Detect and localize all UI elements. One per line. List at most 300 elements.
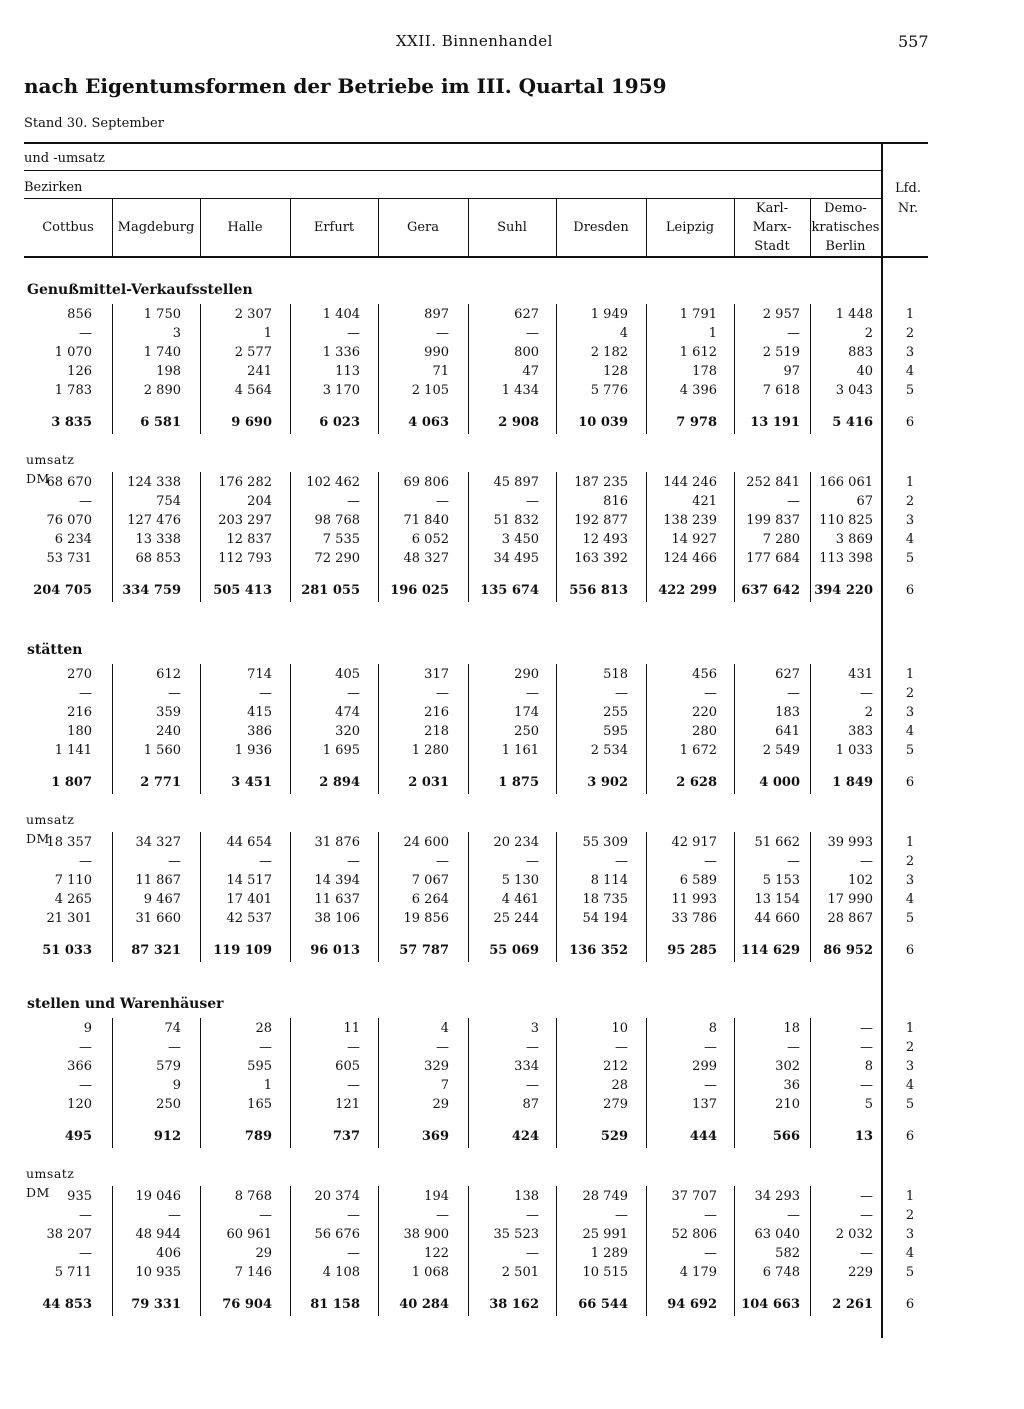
total-cell: 94 692 bbox=[667, 1297, 717, 1312]
total-cell: 1 875 bbox=[498, 775, 539, 790]
table-cell: 17 401 bbox=[226, 892, 272, 907]
table-cell: 627 bbox=[514, 307, 539, 322]
table-cell: 113 bbox=[335, 364, 360, 379]
table-cell: 25 244 bbox=[493, 911, 539, 926]
total-cell: 40 284 bbox=[399, 1297, 449, 1312]
table-cell: 8 bbox=[708, 1021, 717, 1036]
table-cell: — bbox=[347, 1246, 360, 1261]
table-cell: 7 067 bbox=[411, 873, 449, 888]
table-cell: 320 bbox=[335, 724, 360, 739]
table-cell: 102 bbox=[848, 873, 873, 888]
table-cell: 21 301 bbox=[46, 911, 92, 926]
table-cell: 8 768 bbox=[234, 1189, 272, 1204]
lfd-number: 5 bbox=[905, 383, 915, 398]
table-cell: 11 637 bbox=[314, 892, 360, 907]
table-cell: 183 bbox=[775, 705, 800, 720]
table-cell: 7 146 bbox=[234, 1265, 272, 1280]
total-cell: 422 299 bbox=[658, 583, 717, 598]
table-cell: — bbox=[168, 1040, 181, 1055]
table-cell: 5 711 bbox=[54, 1265, 92, 1280]
table-cell: 37 707 bbox=[671, 1189, 717, 1204]
column-header-2: Magdeburg bbox=[117, 219, 195, 235]
table-cell: 33 786 bbox=[671, 911, 717, 926]
table-cell: 163 392 bbox=[574, 551, 628, 566]
table-cell: — bbox=[436, 326, 449, 341]
table-cell: 20 374 bbox=[314, 1189, 360, 1204]
table-cell: 250 bbox=[156, 1097, 181, 1112]
total-cell: 5 416 bbox=[832, 415, 873, 430]
table-cell: — bbox=[259, 854, 272, 869]
table-cell: 405 bbox=[335, 667, 360, 682]
rule-top bbox=[24, 142, 928, 144]
table-cell: 3 043 bbox=[835, 383, 873, 398]
lfd-number: 5 bbox=[905, 1097, 915, 1112]
table-cell: 10 515 bbox=[582, 1265, 628, 1280]
table-cell: 60 961 bbox=[226, 1227, 272, 1242]
table-cell: 800 bbox=[514, 345, 539, 360]
table-cell: 714 bbox=[247, 667, 272, 682]
table-cell: 474 bbox=[335, 705, 360, 720]
table-cell: 144 246 bbox=[663, 475, 717, 490]
header-column-rule bbox=[200, 198, 201, 256]
table-cell: 203 297 bbox=[218, 513, 272, 528]
table-cell: 229 bbox=[848, 1265, 873, 1280]
table-cell: 280 bbox=[692, 724, 717, 739]
table-cell: — bbox=[526, 494, 539, 509]
total-cell: 3 451 bbox=[231, 775, 272, 790]
table-cell: 359 bbox=[156, 705, 181, 720]
table-cell: 124 338 bbox=[127, 475, 181, 490]
table-cell: — bbox=[860, 1078, 873, 1093]
table-cell: — bbox=[787, 326, 800, 341]
table-cell: 2 032 bbox=[835, 1227, 873, 1242]
table-cell: — bbox=[347, 1040, 360, 1055]
total-cell: 10 039 bbox=[578, 415, 628, 430]
table-cell: 6 748 bbox=[762, 1265, 800, 1280]
table-cell: 112 793 bbox=[218, 551, 272, 566]
table-cell: — bbox=[79, 326, 92, 341]
table-cell: 1 560 bbox=[143, 743, 181, 758]
total-cell: 81 158 bbox=[310, 1297, 360, 1312]
header-column-rule bbox=[556, 198, 557, 256]
table-cell: 1 791 bbox=[679, 307, 717, 322]
table-cell: 25 991 bbox=[582, 1227, 628, 1242]
table-cell: — bbox=[615, 686, 628, 701]
table-cell: 180 bbox=[67, 724, 92, 739]
table-cell: — bbox=[704, 1246, 717, 1261]
table-cell: 76 070 bbox=[46, 513, 92, 528]
lfd-number: 2 bbox=[905, 686, 915, 701]
section-label-1: Genußmittel-Verkaufsstellen bbox=[27, 282, 253, 298]
table-cell: 816 bbox=[603, 494, 628, 509]
page-number: 557 bbox=[898, 32, 929, 51]
section-label-2: umsatz DM bbox=[26, 452, 75, 486]
table-cell: — bbox=[168, 686, 181, 701]
lfd-number: 6 bbox=[905, 1297, 915, 1312]
table-cell: — bbox=[347, 854, 360, 869]
header-top-label: und -umsatz bbox=[24, 151, 105, 166]
table-cell: — bbox=[259, 686, 272, 701]
table-cell: 40 bbox=[856, 364, 873, 379]
running-head: XXII. Binnenhandel bbox=[396, 32, 553, 50]
table-cell: 38 900 bbox=[403, 1227, 449, 1242]
total-cell: 1 807 bbox=[51, 775, 92, 790]
table-cell: 279 bbox=[603, 1097, 628, 1112]
table-cell: 19 046 bbox=[135, 1189, 181, 1204]
table-cell: 28 867 bbox=[827, 911, 873, 926]
table-cell: 2 105 bbox=[411, 383, 449, 398]
table-cell: 250 bbox=[514, 724, 539, 739]
lfd-number: 1 bbox=[905, 1021, 915, 1036]
table-cell: — bbox=[436, 1040, 449, 1055]
table-cell: 45 897 bbox=[493, 475, 539, 490]
table-cell: — bbox=[526, 854, 539, 869]
table-cell: 4 179 bbox=[679, 1265, 717, 1280]
table-cell: 241 bbox=[247, 364, 272, 379]
lfd-number: 1 bbox=[905, 667, 915, 682]
table-cell: — bbox=[526, 686, 539, 701]
table-cell: 627 bbox=[775, 667, 800, 682]
table-cell: 2 577 bbox=[234, 345, 272, 360]
table-cell: 212 bbox=[603, 1059, 628, 1074]
table-cell: — bbox=[347, 686, 360, 701]
total-cell: 114 629 bbox=[741, 943, 800, 958]
header-column-rule bbox=[646, 198, 647, 256]
table-cell: 582 bbox=[775, 1246, 800, 1261]
table-cell: 2 534 bbox=[590, 743, 628, 758]
table-cell: 38 207 bbox=[46, 1227, 92, 1242]
table-cell: — bbox=[259, 1208, 272, 1223]
table-cell: — bbox=[79, 494, 92, 509]
table-cell: 8 bbox=[864, 1059, 873, 1074]
table-cell: — bbox=[79, 1078, 92, 1093]
table-cell: 2 bbox=[864, 326, 873, 341]
table-cell: 935 bbox=[67, 1189, 92, 1204]
lfd-number: 4 bbox=[905, 724, 915, 739]
total-cell: 556 813 bbox=[569, 583, 628, 598]
table-cell: 334 bbox=[514, 1059, 539, 1074]
total-cell: 444 bbox=[689, 1129, 717, 1144]
table-cell: — bbox=[79, 686, 92, 701]
table-cell: 4 461 bbox=[501, 892, 539, 907]
table-cell: 137 bbox=[692, 1097, 717, 1112]
table-cell: 174 bbox=[514, 705, 539, 720]
table-cell: 71 bbox=[432, 364, 449, 379]
table-cell: 2 549 bbox=[762, 743, 800, 758]
table-cell: 1 612 bbox=[679, 345, 717, 360]
table-cell: 1 289 bbox=[590, 1246, 628, 1261]
table-cell: — bbox=[79, 854, 92, 869]
table-cell: 198 bbox=[156, 364, 181, 379]
total-cell: 505 413 bbox=[213, 583, 272, 598]
table-cell: — bbox=[704, 1078, 717, 1093]
table-cell: 5 bbox=[864, 1097, 873, 1112]
header-column-rule bbox=[290, 198, 291, 256]
section-label-6: umsatz DM bbox=[26, 1166, 75, 1200]
table-cell: 1 033 bbox=[835, 743, 873, 758]
table-cell: 7 280 bbox=[762, 532, 800, 547]
table-cell: 4 108 bbox=[322, 1265, 360, 1280]
table-cell: 127 476 bbox=[127, 513, 181, 528]
table-cell: 7 618 bbox=[762, 383, 800, 398]
lfd-number: 6 bbox=[905, 1129, 915, 1144]
lfd-number: 6 bbox=[905, 775, 915, 790]
lfd-number: 2 bbox=[905, 854, 915, 869]
table-cell: 47 bbox=[522, 364, 539, 379]
table-cell: 4 bbox=[619, 326, 628, 341]
header-column-rule bbox=[378, 198, 379, 256]
table-cell: 44 660 bbox=[754, 911, 800, 926]
total-cell: 2 628 bbox=[676, 775, 717, 790]
table-cell: 69 806 bbox=[403, 475, 449, 490]
lfd-number: 3 bbox=[905, 1227, 915, 1242]
table-cell: 13 154 bbox=[754, 892, 800, 907]
table-cell: 18 bbox=[783, 1021, 800, 1036]
total-cell: 86 952 bbox=[823, 943, 873, 958]
table-cell: 9 467 bbox=[143, 892, 181, 907]
table-cell: 6 264 bbox=[411, 892, 449, 907]
table-cell: — bbox=[526, 1078, 539, 1093]
table-cell: — bbox=[436, 686, 449, 701]
table-cell: — bbox=[615, 854, 628, 869]
lfd-number: 4 bbox=[905, 1078, 915, 1093]
total-cell: 136 352 bbox=[569, 943, 628, 958]
table-cell: — bbox=[436, 1208, 449, 1223]
table-cell: 4 265 bbox=[54, 892, 92, 907]
table-cell: — bbox=[860, 854, 873, 869]
table-cell: 51 662 bbox=[754, 835, 800, 850]
total-cell: 3 835 bbox=[51, 415, 92, 430]
table-cell: 34 495 bbox=[493, 551, 539, 566]
table-cell: 518 bbox=[603, 667, 628, 682]
column-header-5: Gera bbox=[406, 219, 440, 235]
table-cell: — bbox=[526, 326, 539, 341]
table-cell: 122 bbox=[424, 1246, 449, 1261]
table-cell: 7 bbox=[440, 1078, 449, 1093]
table-cell: 2 957 bbox=[762, 307, 800, 322]
table-cell: 2 182 bbox=[590, 345, 628, 360]
total-cell: 76 904 bbox=[222, 1297, 272, 1312]
table-cell: 2 501 bbox=[501, 1265, 539, 1280]
table-cell: 317 bbox=[424, 667, 449, 682]
table-cell: 1 434 bbox=[501, 383, 539, 398]
table-cell: 4 564 bbox=[234, 383, 272, 398]
total-cell: 13 191 bbox=[750, 415, 800, 430]
rule-header-bottom bbox=[24, 256, 928, 258]
table-cell: 126 bbox=[67, 364, 92, 379]
table-cell: 240 bbox=[156, 724, 181, 739]
table-cell: 199 837 bbox=[746, 513, 800, 528]
table-cell: 24 600 bbox=[403, 835, 449, 850]
column-header-3: Halle bbox=[227, 219, 263, 235]
table-cell: 1 740 bbox=[143, 345, 181, 360]
total-cell: 79 331 bbox=[131, 1297, 181, 1312]
table-cell: — bbox=[526, 1208, 539, 1223]
lfd-number: 4 bbox=[905, 892, 915, 907]
page-title: nach Eigentumsformen der Betriebe im III. Quartal 1959 bbox=[24, 74, 667, 98]
table-cell: 39 993 bbox=[827, 835, 873, 850]
total-cell: 3 902 bbox=[587, 775, 628, 790]
total-cell: 2 908 bbox=[498, 415, 539, 430]
table-cell: — bbox=[787, 854, 800, 869]
table-cell: 2 519 bbox=[762, 345, 800, 360]
total-cell: 6 023 bbox=[319, 415, 360, 430]
lfd-number: 6 bbox=[905, 415, 915, 430]
lfd-number: 1 bbox=[905, 307, 915, 322]
total-cell: 6 581 bbox=[140, 415, 181, 430]
table-cell: 579 bbox=[156, 1059, 181, 1074]
table-cell: 31 660 bbox=[135, 911, 181, 926]
column-header-4: Erfurt bbox=[313, 219, 355, 235]
lfd-number: 1 bbox=[905, 475, 915, 490]
lfd-number: 5 bbox=[905, 911, 915, 926]
table-cell: — bbox=[787, 686, 800, 701]
table-cell: 4 bbox=[440, 1021, 449, 1036]
table-cell: 187 235 bbox=[574, 475, 628, 490]
table-cell: 431 bbox=[848, 667, 873, 682]
table-cell: 178 bbox=[692, 364, 717, 379]
table-cell: — bbox=[787, 1040, 800, 1055]
lfd-number: 4 bbox=[905, 364, 915, 379]
table-cell: 5 776 bbox=[590, 383, 628, 398]
table-cell: 210 bbox=[775, 1097, 800, 1112]
table-cell: 218 bbox=[424, 724, 449, 739]
table-cell: — bbox=[347, 494, 360, 509]
table-cell: 48 327 bbox=[403, 551, 449, 566]
table-cell: 13 338 bbox=[135, 532, 181, 547]
table-cell: 329 bbox=[424, 1059, 449, 1074]
rule-under-top-label bbox=[24, 170, 882, 171]
header-column-rule bbox=[810, 198, 811, 256]
table-cell: 5 153 bbox=[762, 873, 800, 888]
table-cell: 1 bbox=[708, 326, 717, 341]
table-cell: 1 750 bbox=[143, 307, 181, 322]
table-cell: 71 840 bbox=[403, 513, 449, 528]
table-cell: 11 867 bbox=[135, 873, 181, 888]
total-cell: 334 759 bbox=[122, 583, 181, 598]
lfd-number: 5 bbox=[905, 743, 915, 758]
table-cell: 1 672 bbox=[679, 743, 717, 758]
table-cell: — bbox=[615, 1040, 628, 1055]
section-label-5: stellen und Warenhäuser bbox=[27, 996, 224, 1012]
lfd-number: 3 bbox=[905, 705, 915, 720]
table-cell: — bbox=[704, 1040, 717, 1055]
lfd-number: 3 bbox=[905, 345, 915, 360]
table-cell: 11 993 bbox=[671, 892, 717, 907]
table-cell: 36 bbox=[783, 1078, 800, 1093]
table-cell: — bbox=[347, 326, 360, 341]
total-cell: 789 bbox=[244, 1129, 272, 1144]
lfd-number: 2 bbox=[905, 1040, 915, 1055]
total-cell: 66 544 bbox=[578, 1297, 628, 1312]
table-cell: — bbox=[787, 1208, 800, 1223]
table-cell: 14 394 bbox=[314, 873, 360, 888]
table-cell: 12 493 bbox=[582, 532, 628, 547]
table-cell: 110 825 bbox=[819, 513, 873, 528]
table-cell: 255 bbox=[603, 705, 628, 720]
table-cell: 74 bbox=[164, 1021, 181, 1036]
total-cell: 529 bbox=[600, 1129, 628, 1144]
table-cell: 53 731 bbox=[46, 551, 92, 566]
column-header-6: Suhl bbox=[497, 219, 527, 235]
table-cell: 1 336 bbox=[322, 345, 360, 360]
table-cell: 3 170 bbox=[322, 383, 360, 398]
total-cell: 369 bbox=[421, 1129, 449, 1144]
table-cell: — bbox=[526, 1040, 539, 1055]
table-cell: 9 bbox=[83, 1021, 92, 1036]
table-cell: 415 bbox=[247, 705, 272, 720]
table-cell: 48 944 bbox=[135, 1227, 181, 1242]
table-cell: 5 130 bbox=[501, 873, 539, 888]
total-cell: 424 bbox=[511, 1129, 539, 1144]
table-cell: 34 293 bbox=[754, 1189, 800, 1204]
table-cell: 17 990 bbox=[827, 892, 873, 907]
table-cell: 38 106 bbox=[314, 911, 360, 926]
total-cell: 104 663 bbox=[741, 1297, 800, 1312]
table-cell: 252 841 bbox=[746, 475, 800, 490]
table-cell: 102 462 bbox=[306, 475, 360, 490]
column-header-8: Leipzig bbox=[665, 219, 715, 235]
table-cell: 177 684 bbox=[746, 551, 800, 566]
table-cell: 42 537 bbox=[226, 911, 272, 926]
table-cell: — bbox=[860, 1040, 873, 1055]
total-cell: 135 674 bbox=[480, 583, 539, 598]
table-cell: 7 535 bbox=[322, 532, 360, 547]
table-cell: 44 654 bbox=[226, 835, 272, 850]
total-cell: 7 978 bbox=[676, 415, 717, 430]
total-cell: 637 642 bbox=[741, 583, 800, 598]
table-cell: 1 bbox=[263, 1078, 272, 1093]
lfd-number: 3 bbox=[905, 1059, 915, 1074]
table-cell: 28 bbox=[255, 1021, 272, 1036]
table-cell: 28 749 bbox=[582, 1189, 628, 1204]
table-cell: 456 bbox=[692, 667, 717, 682]
column-header-10: Demo- kratisches Berlin bbox=[811, 200, 880, 254]
table-cell: 1 070 bbox=[54, 345, 92, 360]
total-cell: 1 849 bbox=[832, 775, 873, 790]
table-cell: 166 061 bbox=[819, 475, 873, 490]
total-cell: 2 261 bbox=[832, 1297, 873, 1312]
table-cell: 31 876 bbox=[314, 835, 360, 850]
total-cell: 2 894 bbox=[319, 775, 360, 790]
table-cell: 121 bbox=[335, 1097, 360, 1112]
table-cell: 1 783 bbox=[54, 383, 92, 398]
table-cell: 29 bbox=[255, 1246, 272, 1261]
lfd-number: 1 bbox=[905, 835, 915, 850]
table-cell: 192 877 bbox=[574, 513, 628, 528]
table-cell: 8 114 bbox=[590, 873, 628, 888]
table-cell: 612 bbox=[156, 667, 181, 682]
table-cell: 18 735 bbox=[582, 892, 628, 907]
table-cell: — bbox=[168, 854, 181, 869]
table-cell: — bbox=[860, 1208, 873, 1223]
table-cell: 98 768 bbox=[314, 513, 360, 528]
table-cell: 1 949 bbox=[590, 307, 628, 322]
table-cell: 14 927 bbox=[671, 532, 717, 547]
total-cell: 9 690 bbox=[231, 415, 272, 430]
table-cell: 63 040 bbox=[754, 1227, 800, 1242]
table-cell: — bbox=[168, 1208, 181, 1223]
lfd-number: 5 bbox=[905, 551, 915, 566]
total-cell: 196 025 bbox=[390, 583, 449, 598]
total-cell: 4 063 bbox=[408, 415, 449, 430]
total-cell: 44 853 bbox=[42, 1297, 92, 1312]
rule-lfd-separator bbox=[881, 142, 883, 1338]
total-cell: 204 705 bbox=[33, 583, 92, 598]
total-cell: 566 bbox=[772, 1129, 800, 1144]
table-cell: 1 448 bbox=[835, 307, 873, 322]
header-column-rule bbox=[734, 198, 735, 256]
